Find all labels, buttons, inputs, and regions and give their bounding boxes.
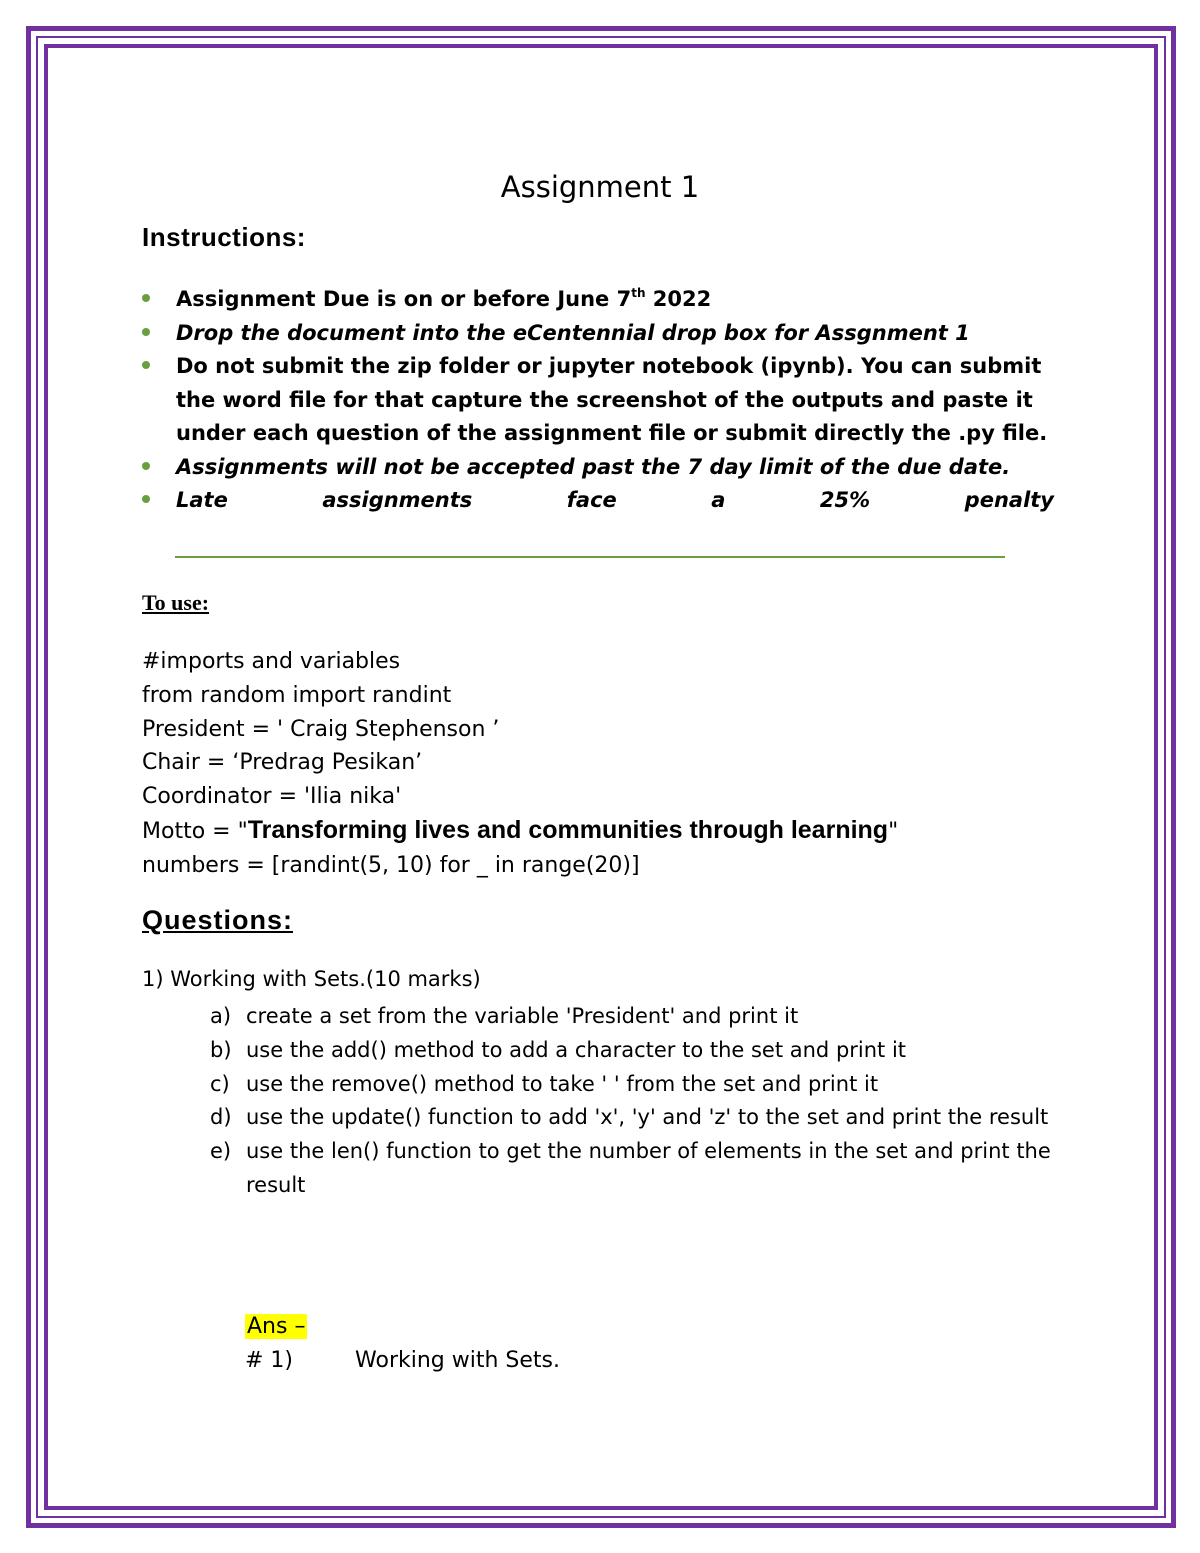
word: assignments [322,488,473,512]
word: penalty [964,488,1054,512]
questions-heading: Questions: [142,905,294,935]
question-1-items [210,1000,1060,1203]
code-line-motto [142,814,898,849]
code-line: President = ' Craig Stephenson ’ [142,716,500,742]
item-label: b) [210,1037,232,1062]
motto-text: Transforming lives and communities through learning [247,815,889,844]
bullet-text: Do not submit the zip folder or jupyter notebook (ipynb). You can submit the word file for that capture the screenshot of the outputs and paste it under each question of the assignment file or submit directly the .py file. [176,354,1048,445]
word: a [711,488,726,512]
answer-text: Working with Sets. [355,1348,560,1373]
item-label: c) [210,1071,230,1096]
answer-number: # 1) [245,1348,294,1373]
item-text: create a set from the variable 'President' and print it [246,1004,799,1028]
question-1: 1) Working with Sets.(10 marks) [142,967,481,991]
bullet-text: Drop the document into the eCentennial drop box for Assgnment 1 [176,320,970,345]
list-item [142,283,1054,317]
code-line: #imports and variables [142,649,401,674]
bullet-text: Assignment Due is on or before June 7 [176,287,632,311]
horizontal-rule [175,556,1005,558]
word: Late [176,488,228,512]
code-line: numbers = [randint(5, 10) for _ in range(20)] [142,852,640,878]
bullet-icon [142,462,150,470]
bullet-icon [142,495,150,503]
code-line: Coordinator = 'Ilia nika' [142,784,402,810]
bullet-icon [142,361,150,369]
item-text: use the add() method to add a character to the set and print it [246,1037,907,1062]
item-text: use the remove() method to take ' ' from the set and print it [246,1071,879,1096]
list-item [210,1135,1060,1203]
list-item [142,350,1054,451]
bullet-icon [142,294,150,302]
list-item [210,1000,1060,1034]
list-item [210,1101,1060,1135]
document-title: Assignment 1 [500,170,700,204]
bullet-text: Assignments will not be accepted past the 7 day limit of the due date. [176,454,1011,479]
answer-label: Ans – [247,1314,306,1339]
item-label: e) [210,1139,232,1164]
word: 25% [819,488,871,512]
motto-prefix: Motto = " [142,818,248,844]
item-text: use the update() function to add 'x', 'y' and 'z' to the set and print the result [246,1105,1049,1130]
list-item [142,451,1054,485]
motto-suffix: " [888,818,899,844]
bullet-text-end: 2022 [645,287,712,311]
bullet-icon [142,328,150,336]
code-line: from random import randint [142,682,452,708]
instructions-list [142,283,1054,518]
list-item [142,484,1054,518]
item-label: d) [210,1105,232,1130]
code-line: Chair = ‘Predrag Pesikan’ [142,750,423,776]
list-item [210,1068,1060,1102]
list-item [142,317,1054,351]
code-block [142,645,898,883]
item-label: a) [210,1004,232,1028]
bullet-text [176,484,1054,518]
answer-line [245,1348,560,1373]
item-text: use the len() function to get the number of elements in the set and print the result [246,1139,1051,1197]
word: face [566,488,617,512]
superscript: th [631,286,646,300]
list-item [210,1034,1060,1068]
to-use-label: To use: [142,590,210,615]
instructions-heading: Instructions: [142,222,306,252]
